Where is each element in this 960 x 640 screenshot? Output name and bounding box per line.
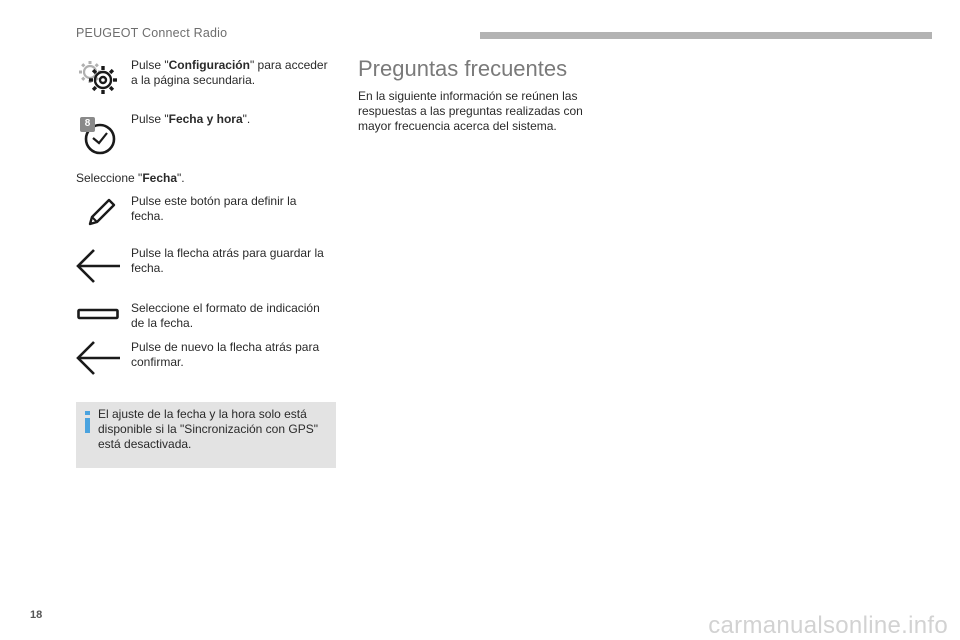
faq-title: Preguntas frecuentes: [358, 56, 568, 81]
clock-icon-badge: 8: [84, 118, 91, 129]
pencil-icon: [84, 196, 118, 235]
info-note-text: El ajuste de la fecha y la hora solo está disponible si la "Sincronización con GPS" está desactivada.: [98, 407, 318, 451]
faq-body: En la siguiente información se reúnen las respuestas a las preguntas realizadas con mayor frecuencia acerca del sistema.: [358, 89, 583, 133]
step-configuracion-strong: Configuración: [168, 58, 250, 72]
step-edit-date: Pulse este botón para definir la fecha.: [131, 194, 297, 223]
step-fecha-hora-pre: Pulse ": [131, 112, 169, 126]
step-configuracion: [131, 58, 331, 88]
back-arrow-icon: [76, 340, 122, 381]
step-fecha-hora-strong: Fecha y hora: [168, 112, 243, 126]
info-icon: [85, 411, 91, 438]
step-select-fecha-post: ".: [177, 171, 185, 185]
step-fecha-hora: [131, 112, 331, 127]
watermark: carmanualsonline.info: [708, 612, 948, 639]
step-select-fecha-strong: Fecha: [142, 171, 177, 185]
format-bar-icon: [77, 307, 119, 325]
step-fecha-hora-post: ".: [242, 112, 251, 126]
header-title: PEUGEOT Connect Radio: [76, 26, 228, 40]
step-select-fecha-pre: Seleccione ": [76, 171, 143, 185]
step-configuracion-post: " para acceder a la página secundaria.: [131, 58, 328, 87]
page-number: 18: [30, 609, 43, 621]
gear-settings-icon: [76, 58, 122, 103]
info-note: [76, 402, 336, 468]
step-back-save: Pulse la flecha atrás para guardar la fecha.: [131, 246, 324, 275]
step-configuracion-pre: Pulse ": [131, 58, 169, 72]
step-back-confirm: Pulse de nuevo la flecha atrás para confirmar.: [131, 340, 320, 369]
back-arrow-icon: [76, 248, 122, 289]
step-select-fecha: [76, 171, 326, 186]
step-format: Seleccione el formato de indicación de la fecha.: [131, 301, 320, 330]
header-bar: [480, 32, 932, 39]
